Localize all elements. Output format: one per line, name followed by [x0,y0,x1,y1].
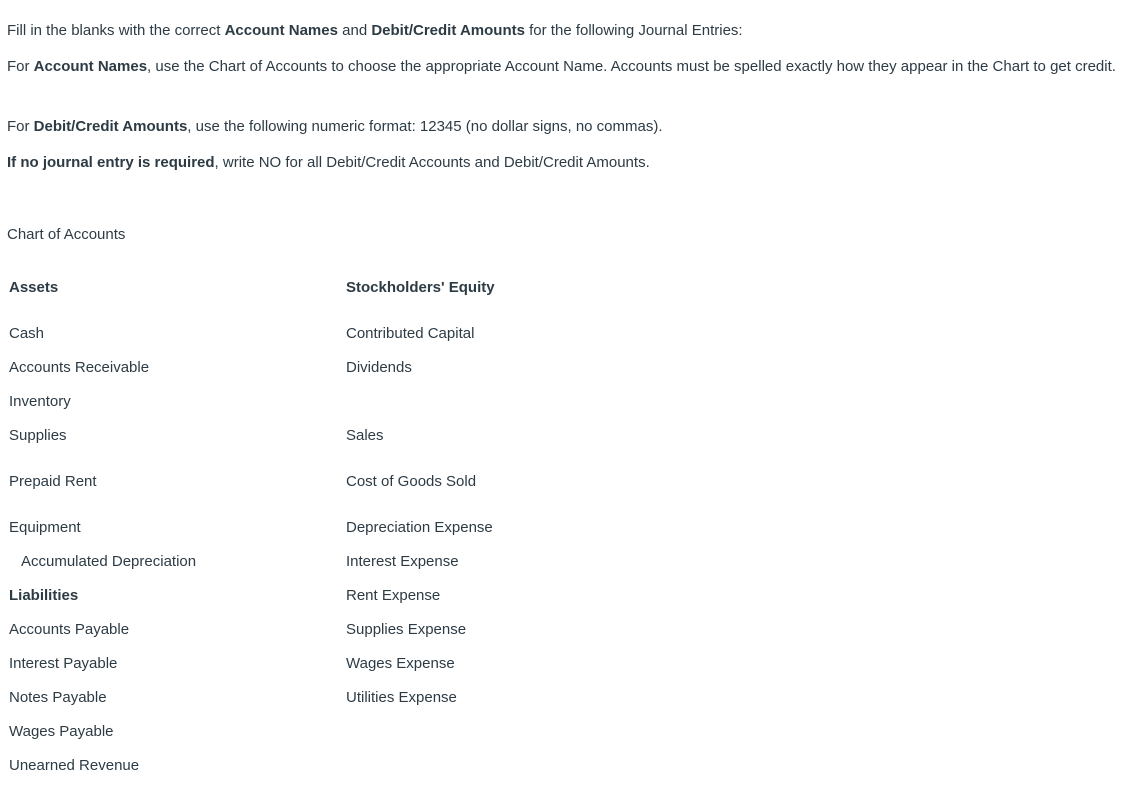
account-wages-expense: Wages Expense [346,655,455,672]
bold-amounts: Debit/Credit Amounts [33,118,188,135]
account-depreciation-expense: Depreciation Expense [346,519,493,536]
instruction-amounts [7,115,1132,139]
account-contributed-capital: Contributed Capital [346,325,475,342]
account-interest-payable: Interest Payable [9,655,118,672]
stockholders-equity-header: Stockholders' Equity [346,279,495,296]
text-span: , use the Chart of Accounts to choose the appropriate Account Name. Accounts must be spelled exactly how they appear in the Chart to get credit. [147,58,1116,75]
bold-account-names: Account Names [224,22,338,39]
text-span: Fill in the blanks with the correct [7,22,225,39]
text-span: , write NO for all Debit/Credit Accounts and Debit/Credit Amounts. [214,154,650,171]
instruction-account-names [7,55,1132,79]
account-unearned-revenue: Unearned Revenue [9,757,140,774]
text-span: For [7,58,34,75]
account-accumulated-depreciation: Accumulated Depreciation [21,553,197,570]
chart-of-accounts-title: Chart of Accounts [7,226,126,243]
account-cash: Cash [9,325,45,342]
bold-amounts: Debit/Credit Amounts [371,22,525,39]
text-span: , use the following numeric format: 12345 (no dollar signs, no commas). [187,118,663,135]
account-supplies-expense: Supplies Expense [346,621,467,638]
account-inventory: Inventory [9,393,71,410]
account-dividends: Dividends [346,359,412,376]
liabilities-header: Liabilities [9,587,79,604]
bold-account-names: Account Names [33,58,148,75]
account-accounts-payable: Accounts Payable [9,621,130,638]
account-wages-payable: Wages Payable [9,723,114,740]
account-notes-payable: Notes Payable [9,689,107,706]
account-accounts-receivable: Accounts Receivable [9,359,150,376]
account-sales: Sales [346,427,384,444]
account-interest-expense: Interest Expense [346,553,459,570]
text-span: and [337,22,372,39]
instruction-no-entry [7,151,1132,175]
account-cost-of-goods-sold: Cost of Goods Sold [346,473,477,490]
account-equipment: Equipment [9,519,81,536]
bold-no-entry: If no journal entry is required [7,154,215,171]
instruction-fill-blanks [7,19,1132,43]
account-utilities-expense: Utilities Expense [346,689,457,706]
text-span: for the following Journal Entries: [524,22,743,39]
assets-header: Assets [9,279,59,296]
text-span: For [7,118,34,135]
account-prepaid-rent: Prepaid Rent [9,473,97,490]
account-supplies: Supplies [9,427,67,444]
account-rent-expense: Rent Expense [346,587,441,604]
